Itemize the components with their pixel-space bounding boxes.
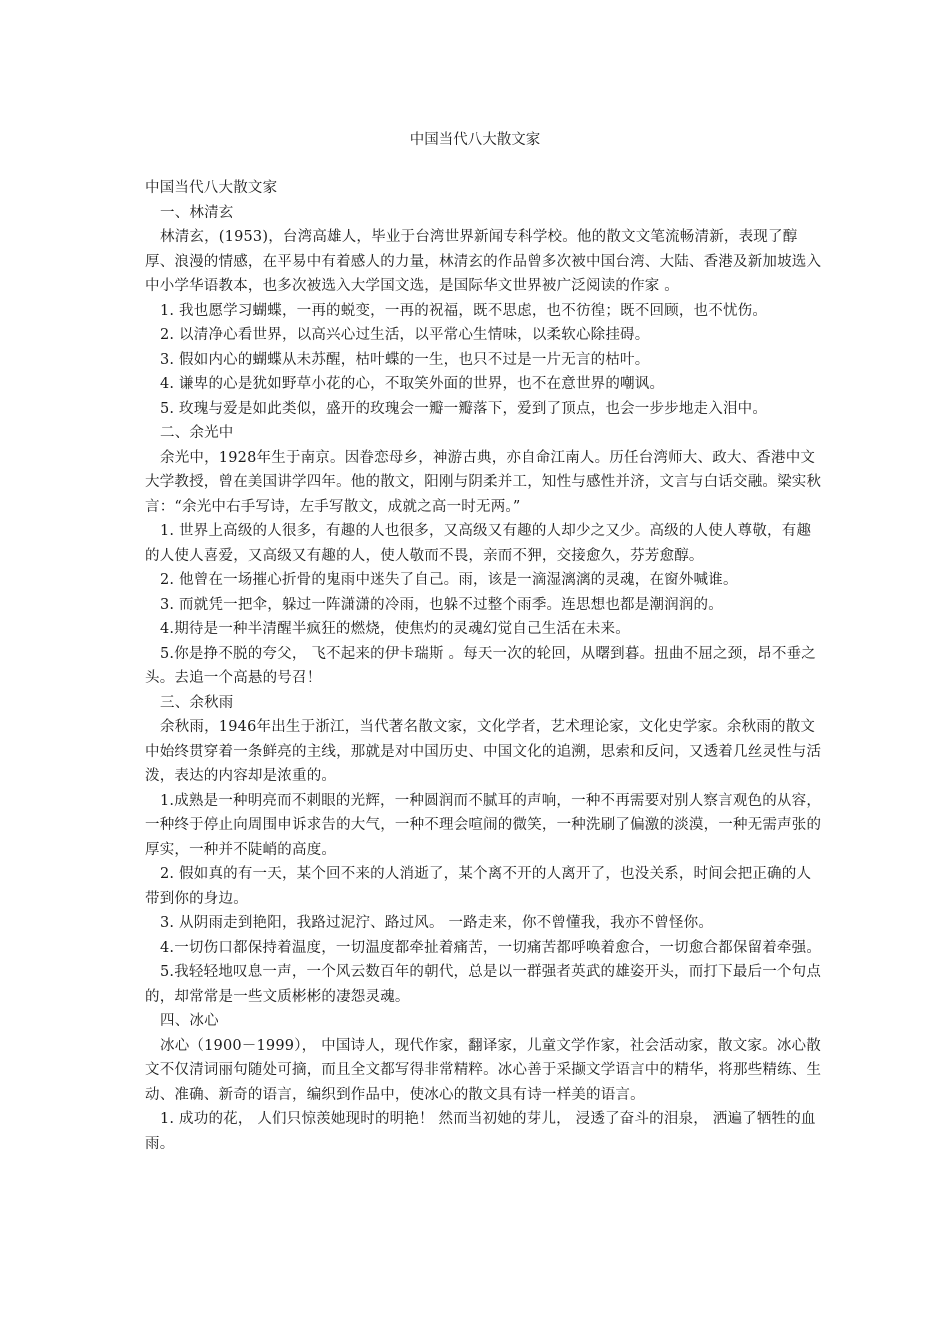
quote-item: 4.期待是一种半清醒半疯狂的燃烧，使焦灼的灵魂幻觉自己生活在未来。 [160,621,630,637]
section-intro: 余秋雨，1946年出生于浙江，当代著名散文家，文化学者，艺术理论家，文化史学家。余秋雨的散文中始终贯穿着一条鲜亮的主线，那就是对中国历史、中国文化的追溯，思索和反问，又透着几丝灵性与活泼，表达的内容却是浓重的。 [145,719,822,784]
quote-item: 3. 从阴雨走到艳阳，我路过泥泞、路过风。 一路走来，你不曾懂我，我亦不曾怪你。 [160,915,714,931]
section-intro: 冰心（1900－1999）， 中国诗人，现代作家，翻译家，儿童文学作家，社会活动家，散文家。冰心散文不仅清词丽句随处可摘，而且全文都写得非常精粹。冰心善于采撷文学语言中的精华，将那些精练、生动、准确、新奇的语言，编织到作品中，使冰心的散文具有诗一样美的语言。 [145,1037,822,1103]
page-title: 中国当代八大散文家 [409,132,541,148]
quote-item: 4.一切伤口都保持着温度，一切温度都牵扯着痛苦，一切痛苦都呼唤着愈合，一切愈合都保留着牵强。 [160,939,822,956]
document-body [145,176,825,1156]
quote-item: 5.我轻轻地叹息一声，一个风云数百年的朝代，总是以一群强者英武的雄姿开头，而打下最后一个句点的，却常常是一些文质彬彬的凄怨灵魂。 [145,964,822,1005]
quote-item: 5. 玫瑰与爱是如此类似，盛开的玫瑰会一瓣一瓣落下，爱到了顶点，也会一步步地走入泪中。 [160,400,768,417]
quote-item: 1. 我也愿学习蝴蝶，一再的蜕变，一再的祝福，既不思虑，也不彷徨；既不回顾，也不忧伤。 [160,302,768,319]
quote-item: 1. 世界上高级的人很多，有趣的人也很多，又高级又有趣的人却少之又少。高级的人使人尊敬，有趣的人使人喜爱，又高级又有趣的人，使人敬而不畏，亲而不狎，交接愈久，芬芳愈醇。 [145,523,812,564]
quote-item: 2. 以清净心看世界，以高兴心过生活，以平常心生情味，以柔软心除挂碍。 [160,327,650,343]
quote-item: 2. 他曾在一场摧心折骨的鬼雨中迷失了自己。雨，该是一滴湿漓漓的灵魂，在窗外喊谁。 [160,572,738,588]
section-heading: 四、冰心 [160,1013,219,1029]
quote-item: 4. 谦卑的心是犹如野草小花的心，不取笑外面的世界，也不在意世界的嘲讽。 [160,376,665,392]
section-intro: 余光中，1928年生于南京。因眷恋母乡，神游古典，亦自命江南人。历任台湾师大、政大、香港中文大学教授，曾在美国讲学四年。他的散文，阳刚与阴柔并工，知性与感性并济，文言与白话交融。梁实秋言：“余光中右手写诗，左手写散文，成就之高一时无两。” [145,449,822,515]
section-intro: 林清玄，(1953)，台湾高雄人，毕业于台湾世界新闻专科学校。他的散文文笔流畅清新，表现了醇厚、浪漫的情感，在平易中有着感人的力量，林清玄的作品曾多次被中国台湾、大陆、香港及新加坡选入中小学华语教本，也多次被选入大学国文选，是国际华文世界被广泛阅读的作家 。 [145,229,822,294]
quote-item: 1.成熟是一种明亮而不刺眼的光辉，一种圆润而不腻耳的声响，一种不再需要对别人察言观色的从容，一种终于停止向周围申诉求告的大气，一种不理会喧闹的微笑，一种洗刷了偏激的淡漠，一种无需声张的厚实，一种并不陡峭的高度。 [145,792,822,858]
section-heading: 二、余光中 [160,425,234,441]
quote-item: 3. 而就凭一把伞，躲过一阵潇潇的冷雨，也躲不过整个雨季。连思想也都是潮润润的。 [160,596,723,613]
document-subtitle: 中国当代八大散文家 [145,180,278,196]
quote-item: 1. 成功的花， 人们只惊羡她现时的明艳！ 然而当初她的芽儿， 浸透了奋斗的泪泉， 洒遍了牺牲的血雨。 [145,1111,816,1152]
section-heading: 一、林清玄 [160,204,234,221]
quote-item: 5.你是挣不脱的夸父， 飞不起来的伊卡瑞斯 。每天一次的轮回，从曙到暮。扭曲不屈之颈，昂不垂之头。去追一个高悬的号召！ [145,645,816,686]
quote-item: 3. 假如内心的蝴蝶从未苏醒，枯叶蝶的一生，也只不过是一片无言的枯叶。 [160,351,650,368]
section-heading: 三、余秋雨 [160,694,234,711]
quote-item: 2. 假如真的有一天，某个回不来的人消逝了，某个离不开的人离开了，也没关系，时间会把正确的人带到你的身边。 [145,866,812,907]
